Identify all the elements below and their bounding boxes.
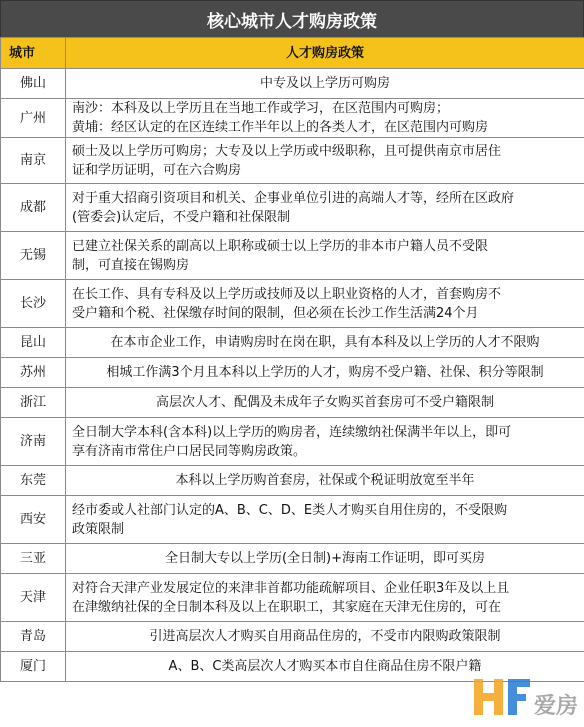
policy-line: 引进高层次人才购买自用商品住房的，不受市内限购政策限制 <box>149 629 501 644</box>
column-header-policy: 人才购房政策 <box>66 38 584 69</box>
policy-line: 高层次人才、配偶及未成年子女购买首套房可不受户籍限制 <box>155 395 494 410</box>
city-cell: 天津 <box>1 574 66 622</box>
policy-line: 南沙：本科及以上学历且在当地工作或学习，在区范围内可购房； <box>72 101 450 116</box>
policy-table <box>0 37 584 682</box>
city-cell: 昆山 <box>1 328 66 358</box>
table-row <box>1 544 584 574</box>
policy-cell <box>66 280 584 328</box>
city-cell: 广州 <box>1 99 66 138</box>
policy-line: 制，可直接在锡购房 <box>72 257 190 273</box>
policy-line: (管委会)认定后，不受户籍和社保限制 <box>72 209 291 225</box>
policy-cell <box>66 69 584 99</box>
city-cell: 长沙 <box>1 280 66 328</box>
table-header-row <box>1 38 584 69</box>
policy-line: 本科以上学历购首套房，社保或个税证明放宽至半年 <box>175 473 475 488</box>
policy-cell <box>66 388 584 418</box>
policy-line: 相城工作满3个月且本科以上学历的人才，购房不受户籍、社保、积分等限制 <box>106 365 544 380</box>
table-row <box>1 358 584 388</box>
watermark-text: 爱房 <box>533 694 578 719</box>
city-cell: 西安 <box>1 496 66 544</box>
page-title: 核心城市人才购房政策 <box>0 0 584 38</box>
policy-line: 已建立社保关系的副高以上职称或硕士以上学历的非本市户籍人员不受限 <box>72 238 489 254</box>
policy-cell <box>66 99 584 138</box>
city-cell: 南京 <box>1 138 66 184</box>
city-cell: 无锡 <box>1 232 66 280</box>
table-row <box>1 496 584 544</box>
table-row <box>1 184 584 232</box>
table-row <box>1 99 584 138</box>
table-row <box>1 622 584 652</box>
city-cell: 苏州 <box>1 358 66 388</box>
policy-cell <box>66 418 584 466</box>
policy-line: 全日制大专以上学历(全日制)+海南工作证明，即可买房 <box>164 551 486 566</box>
policy-cell <box>66 574 584 622</box>
city-cell: 厦门 <box>1 652 66 682</box>
policy-line: 政策限制 <box>72 521 125 537</box>
policy-line: 对符合天津产业发展定位的来津非首都功能疏解项目、企业任职3年及以上且 <box>72 580 510 596</box>
city-cell: 青岛 <box>1 622 66 652</box>
watermark <box>470 675 578 719</box>
policy-line: 对于重大招商引资项目和机关、企事业单位引进的高端人才等，经所在区政府 <box>72 190 515 206</box>
city-cell: 佛山 <box>1 69 66 99</box>
city-cell: 济南 <box>1 418 66 466</box>
table-row <box>1 418 584 466</box>
policy-line: 硕士及以上学历可购房；大专及以上学历或中级职称，且可提供南京市居住 <box>72 143 502 159</box>
table-row <box>1 138 584 184</box>
city-cell: 东莞 <box>1 466 66 496</box>
table-row <box>1 232 584 280</box>
policy-cell <box>66 622 584 652</box>
city-cell: 成都 <box>1 184 66 232</box>
hf-logo-icon <box>470 675 532 719</box>
policy-cell <box>66 544 584 574</box>
policy-cell <box>66 496 584 544</box>
table-row <box>1 280 584 328</box>
policy-cell <box>66 466 584 496</box>
policy-cell <box>66 358 584 388</box>
table-row <box>1 574 584 622</box>
city-cell: 三亚 <box>1 544 66 574</box>
policy-cell <box>66 232 584 280</box>
table-row <box>1 328 584 358</box>
policy-cell <box>66 328 584 358</box>
policy-line: 在长工作、具有专科及以上学历或技师及以上职业资格的人才，首套购房不 <box>72 286 502 302</box>
table-row <box>1 466 584 496</box>
policy-line: 黄埔：经区认定的在区连续工作半年以上的各类人才，在区范围内可购房 <box>72 120 489 135</box>
policy-line: 证和学历证明，可在六合购房 <box>72 162 242 178</box>
column-header-city: 城市 <box>1 38 66 69</box>
policy-line: 全日制大学本科(含本科)以上学历的购房者，连续缴纳社保满半年以上，即可 <box>72 424 512 440</box>
policy-line: 享有济南市常住户口居民同等购房政策。 <box>72 443 307 459</box>
policy-line: 在津缴纳社保的全日制本科及以上在职职工，其家庭在天津无住房的，可在 <box>72 599 502 615</box>
policy-cell <box>66 184 584 232</box>
policy-line: 经市委或人社部门认定的A、B、C、D、E类人才购买自用住房的，不受限购 <box>72 502 508 518</box>
policy-cell <box>66 138 584 184</box>
policy-line: A、B、C类高层次人才购买本市自住商品住房不限户籍 <box>168 659 482 674</box>
table-row <box>1 388 584 418</box>
table-row <box>1 69 584 99</box>
policy-line: 在本市企业工作，申请购房时在岗在职，具有本科及以上学历的人才不限购 <box>110 335 540 350</box>
policy-line: 中专及以上学历可购房 <box>259 76 390 91</box>
city-cell: 浙江 <box>1 388 66 418</box>
policy-line: 受户籍和个税、社保缴存时间的限制，但必须在长沙工作生活满24个月 <box>72 305 479 321</box>
